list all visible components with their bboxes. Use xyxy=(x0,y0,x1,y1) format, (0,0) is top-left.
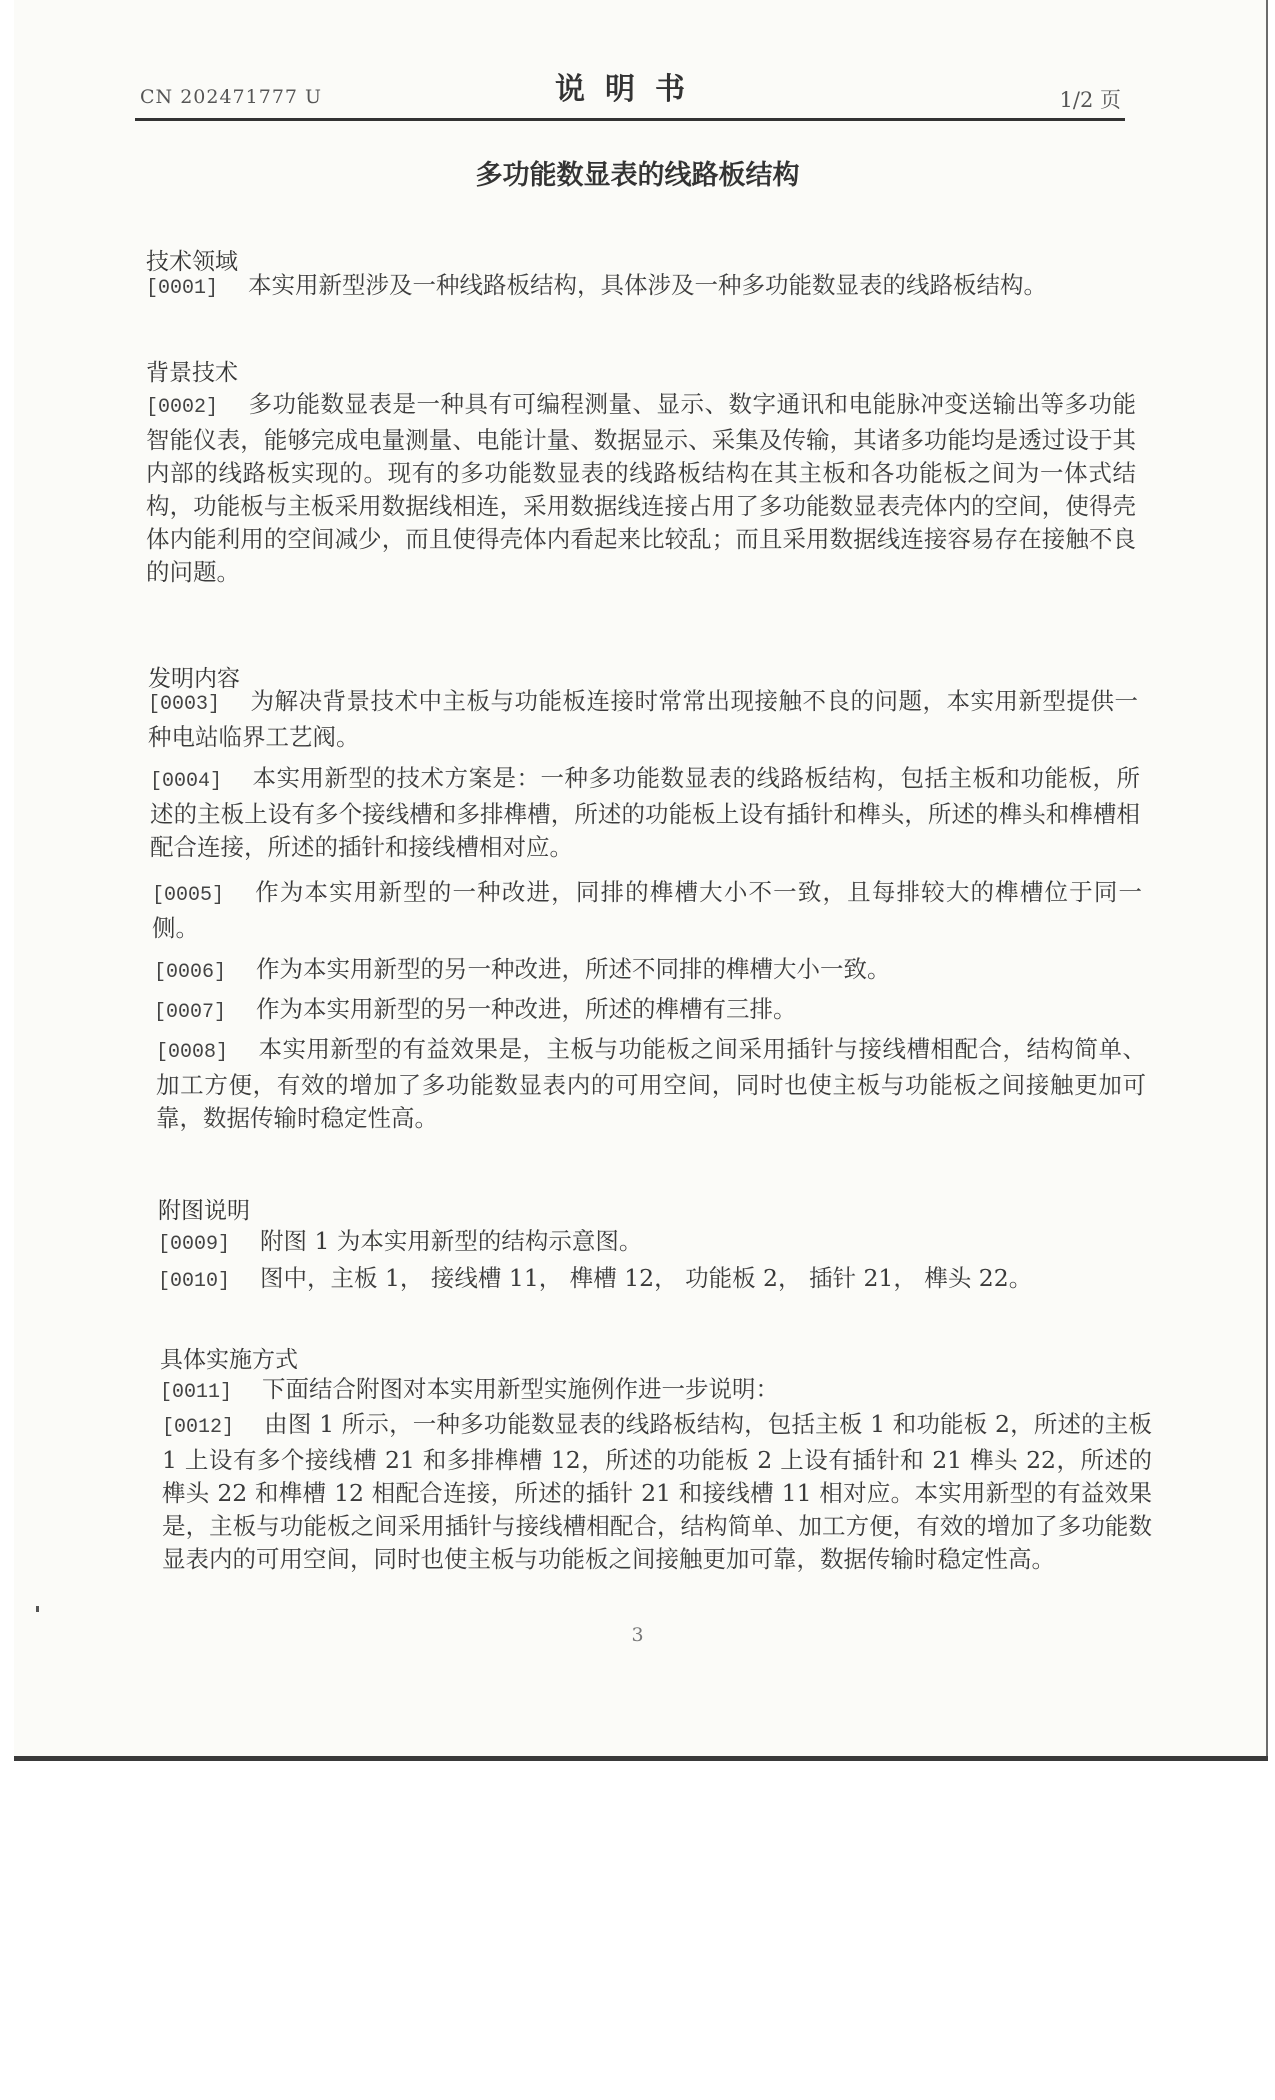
paragraph-number: [0011] xyxy=(160,1381,233,1404)
paragraph-number: [0001] xyxy=(146,277,219,300)
paragraph-number: [0003] xyxy=(148,693,221,716)
paragraph-number: [0008] xyxy=(156,1041,229,1064)
paragraph-text: 由图 1 所示，一种多功能数显表的线路板结构，包括主板 1 和功能板 2，所述的主板 1 上设有多个接线槽 21 和多排榫槽 12，所述的功能板 2 上设有插针和 21 榫头 22，所述的榫头 22 和榫槽 12 相配合连接，所述的插针 21 和接线槽 11 相对应。本实用新型的有益效果是，主板与功能板之间采用插针与接线槽相配合，结构简单、加工方便，有效的增加了多功能数显表内的可用空间，同时也使主板与功能板之间接触更加可靠，数据传输时稳定性高。 xyxy=(162,1410,1152,1573)
paragraph-text: 多功能数显表是一种具有可编程测量、显示、数字通讯和电能脉冲变送输出等多功能智能仪表，能够完成电量测量、电能计量、数据显示、采集及传输，其诸多功能均是透过设于其内部的线路板实现的。现有的多功能数显表的线路板结构在其主板和各功能板之间为一体式结构，功能板与主板采用数据线相连，采用数据线连接占用了多功能数显表壳体内的空间，使得壳体内能利用的空间减少，而且使得壳体内看起来比较乱；而且采用数据线连接容易存在接触不良的问题。 xyxy=(146,390,1136,586)
page-number: 3 xyxy=(631,1624,644,1646)
paragraph-text: 本实用新型的技术方案是：一种多功能数显表的线路板结构，包括主板和功能板，所述的主板上设有多个接线槽和多排榫槽，所述的功能板上设有插针和榫头，所述的榫头和榫槽相配合连接，所述的插针和接线槽相对应。 xyxy=(150,764,1140,861)
patent-number: CN 202471777 U xyxy=(140,86,323,108)
paragraph-number: [0005] xyxy=(152,884,225,907)
paragraph-0012 xyxy=(162,1408,1152,1576)
document-title: 多功能数显表的线路板结构 xyxy=(475,160,800,191)
paragraph-text: 作为本实用新型的另一种改进，所述不同排的榫槽大小一致。 xyxy=(256,955,891,983)
section-heading-figure-description: 附图说明 xyxy=(158,1198,250,1224)
paragraph-0005 xyxy=(152,876,1142,945)
paragraph-text: 下面结合附图对本实用新型实施例作进一步说明： xyxy=(262,1375,780,1403)
paragraph-0010 xyxy=(158,1262,1148,1298)
paragraph-0002 xyxy=(146,388,1136,589)
paragraph-number: [0009] xyxy=(158,1233,231,1256)
paragraph-text: 附图 1 为本实用新型的结构示意图。 xyxy=(260,1227,643,1255)
page-indicator: 1/2 页 xyxy=(1059,88,1121,112)
paragraph-text: 为解决背景技术中主板与功能板连接时常常出现接触不良的问题，本实用新型提供一种电站临界工艺阀。 xyxy=(148,687,1138,751)
page-bottom-edge xyxy=(14,1756,1268,1761)
paragraph-text: 图中，主板 1， 接线槽 11， 榫槽 12， 功能板 2， 插针 21， 榫头 22。 xyxy=(260,1264,1033,1292)
paragraph-text: 作为本实用新型的一种改进，同排的榫槽大小不一致，且每排较大的榫槽位于同一侧。 xyxy=(152,878,1142,942)
paragraph-number: [0004] xyxy=(150,770,223,793)
section-heading-background: 背景技术 xyxy=(146,360,238,386)
paragraph-number: [0012] xyxy=(162,1416,235,1439)
document-type: 说明书 xyxy=(555,72,705,107)
paragraph-0009 xyxy=(158,1225,1148,1261)
section-heading-invention-content: 发明内容 xyxy=(148,666,240,692)
paragraph-0003 xyxy=(148,685,1138,754)
paragraph-0006 xyxy=(154,953,1144,989)
paragraph-text: 作为本实用新型的另一种改进，所述的榫槽有三排。 xyxy=(256,995,797,1023)
paragraph-text: 本实用新型的有益效果是，主板与功能板之间采用插针与接线槽相配合，结构简单、加工方便，有效的增加了多功能数显表内的可用空间，同时也使主板与功能板之间接触更加可靠，数据传输时稳定性高。 xyxy=(156,1035,1146,1132)
page-header xyxy=(135,58,1125,121)
page-right-edge xyxy=(1266,0,1268,1760)
paragraph-0007 xyxy=(154,993,1144,1029)
paragraph-0011 xyxy=(160,1373,1150,1409)
paragraph-text: 本实用新型涉及一种线路板结构，具体涉及一种多功能数显表的线路板结构。 xyxy=(248,271,1048,299)
paragraph-0008 xyxy=(156,1033,1146,1135)
paragraph-number: [0010] xyxy=(158,1270,231,1293)
section-heading-embodiment: 具体实施方式 xyxy=(160,1347,298,1373)
paragraph-number: [0006] xyxy=(154,961,227,984)
paragraph-0001 xyxy=(146,269,1136,305)
section-heading-technical-field: 技术领域 xyxy=(146,249,238,275)
scan-speck xyxy=(36,1606,39,1612)
paragraph-number: [0007] xyxy=(154,1001,227,1024)
paragraph-0004 xyxy=(150,762,1140,864)
paragraph-number: [0002] xyxy=(146,396,219,419)
